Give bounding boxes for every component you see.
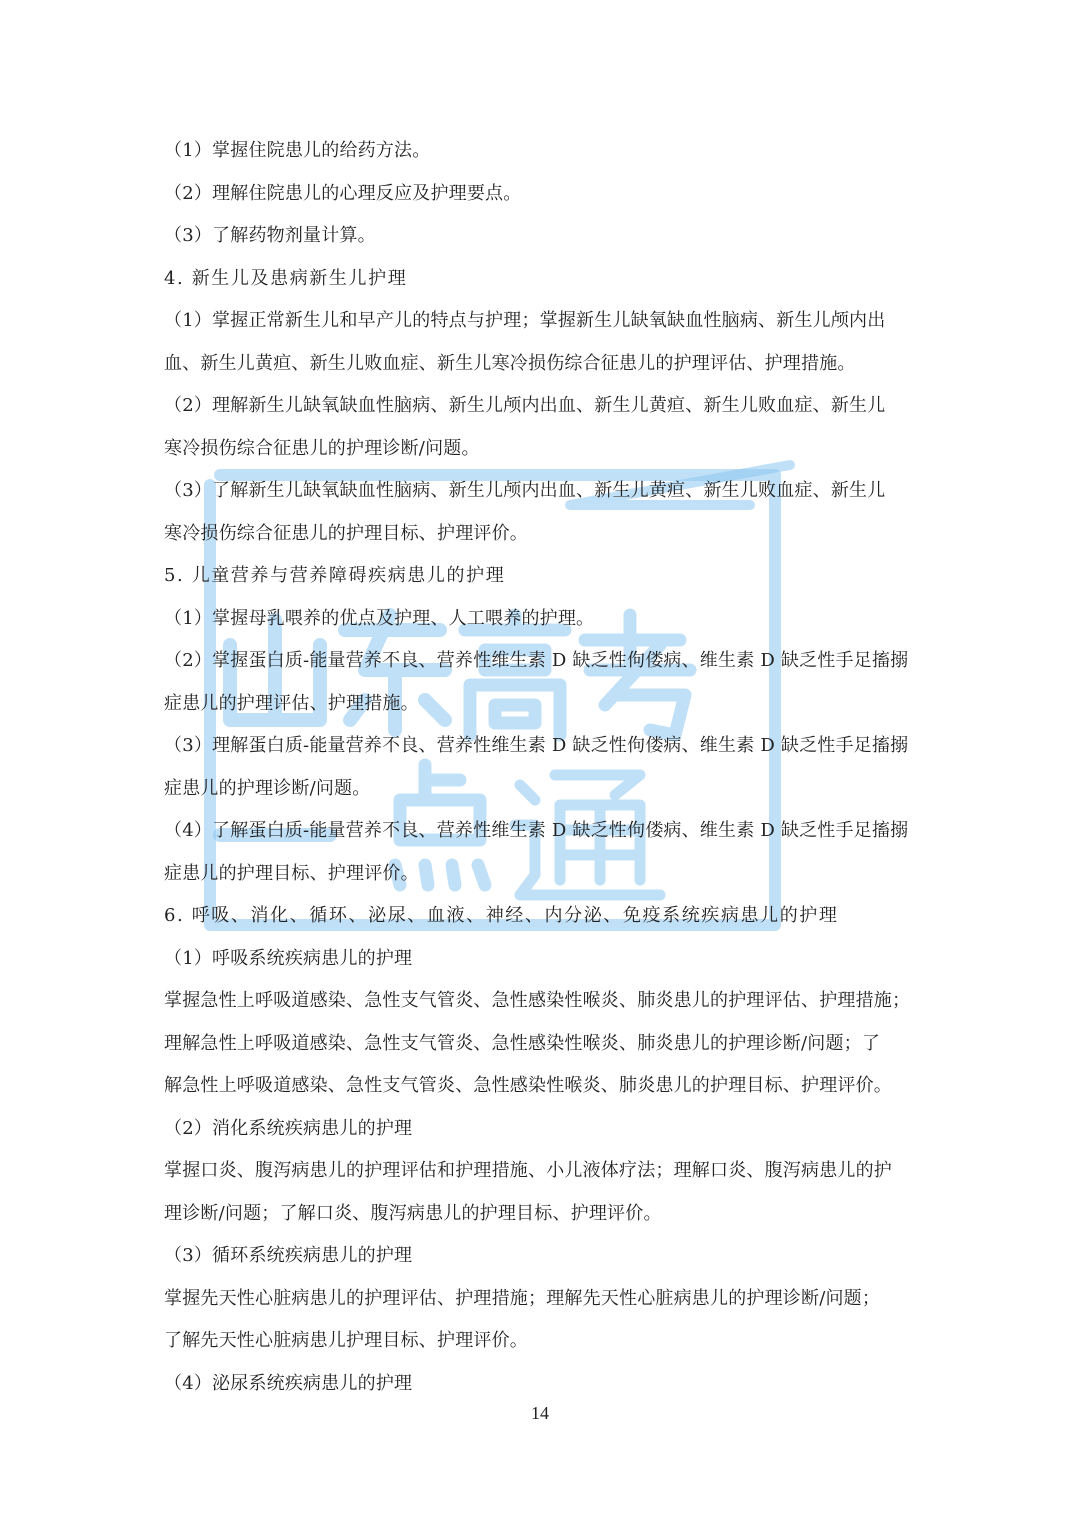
paragraph-line: 掌握先天性心脏病患儿的护理评估、护理措施；理解先天性心脏病患儿的护理诊断/问题； [164, 1287, 881, 1309]
section-heading: 4. 新生儿及患病新生儿护理 [164, 267, 408, 289]
paragraph-line: （1）掌握正常新生儿和早产儿的特点与护理；掌握新生儿缺氧缺血性脑病、新生儿颅内出 [164, 310, 886, 331]
paragraph-line: （2）消化系统疾病患儿的护理 [164, 1117, 413, 1139]
paragraph-line: （3）理解蛋白质-能量营养不良、营养性维生素 D 缺乏性佝偻病、维生素 D 缺乏性手足搐搦 [164, 735, 909, 756]
paragraph-line: （1）掌握母乳喂养的优点及护理、人工喂养的护理。 [164, 607, 595, 629]
paragraph-line: 血、新生儿黄疸、新生儿败血症、新生儿寒冷损伤综合征患儿的护理评估、护理措施。 [164, 352, 856, 374]
paragraph-line: 症患儿的护理诊断/问题。 [164, 777, 371, 799]
paragraph-line: （3）了解新生儿缺氧缺血性脑病、新生儿颅内出血、新生儿黄疸、新生儿败血症、新生儿 [164, 480, 886, 501]
paragraph-line: 症患儿的护理目标、护理评价。 [164, 862, 419, 884]
paragraph-line: 寒冷损伤综合征患儿的护理目标、护理评价。 [164, 522, 528, 544]
paragraph-line: 了解先天性心脏病患儿护理目标、护理评价。 [164, 1330, 528, 1351]
paragraph-line: （2）掌握蛋白质-能量营养不良、营养性维生素 D 缺乏性佝偻病、维生素 D 缺乏性手足搐搦 [164, 650, 909, 671]
section-heading: 5. 儿童营养与营养障碍疾病患儿的护理 [164, 565, 506, 586]
section-heading: 6. 呼吸、消化、循环、泌尿、血液、神经、内分泌、免疫系统疾病患儿的护理 [164, 905, 839, 926]
paragraph-line: 理解急性上呼吸道感染、急性支气管炎、急性感染性喉炎、肺炎患儿的护理诊断/问题；了 [164, 1032, 881, 1054]
paragraph-line: 掌握急性上呼吸道感染、急性支气管炎、急性感染性喉炎、肺炎患儿的护理评估、护理措施； [164, 990, 911, 1011]
paragraph-line: （4）泌尿系统疾病患儿的护理 [164, 1372, 413, 1394]
page-number: 14 [531, 1403, 549, 1423]
paragraph-line: 寒冷损伤综合征患儿的护理诊断/问题。 [164, 437, 480, 459]
paragraph-line: （3）循环系统疾病患儿的护理 [164, 1245, 413, 1266]
paragraph-line: （1）呼吸系统疾病患儿的护理 [164, 947, 413, 969]
paragraph-line: 掌握口炎、腹泻病患儿的护理评估和护理措施、小儿液体疗法；理解口炎、腹泻病患儿的护 [164, 1160, 892, 1181]
paragraph-line: 理诊断/问题；了解口炎、腹泻病患儿的护理目标、护理评价。 [164, 1202, 662, 1224]
paragraph-line: 症患儿的护理评估、护理措施。 [164, 692, 419, 714]
document-body [164, 130, 924, 1405]
paragraph-line: （4）了解蛋白质-能量营养不良、营养性维生素 D 缺乏性佝偻病、维生素 D 缺乏性手足搐搦 [164, 820, 909, 841]
paragraph-line: （2）理解新生儿缺氧缺血性脑病、新生儿颅内出血、新生儿黄疸、新生儿败血症、新生儿 [164, 395, 886, 416]
paragraph-line: （3）了解药物剂量计算。 [164, 225, 376, 246]
paragraph-line: 解急性上呼吸道感染、急性支气管炎、急性感染性喉炎、肺炎患儿的护理目标、护理评价。 [164, 1075, 892, 1096]
paragraph-line: （1）掌握住院患儿的给药方法。 [164, 140, 431, 161]
paragraph-line: （2）理解住院患儿的心理反应及护理要点。 [164, 182, 522, 204]
